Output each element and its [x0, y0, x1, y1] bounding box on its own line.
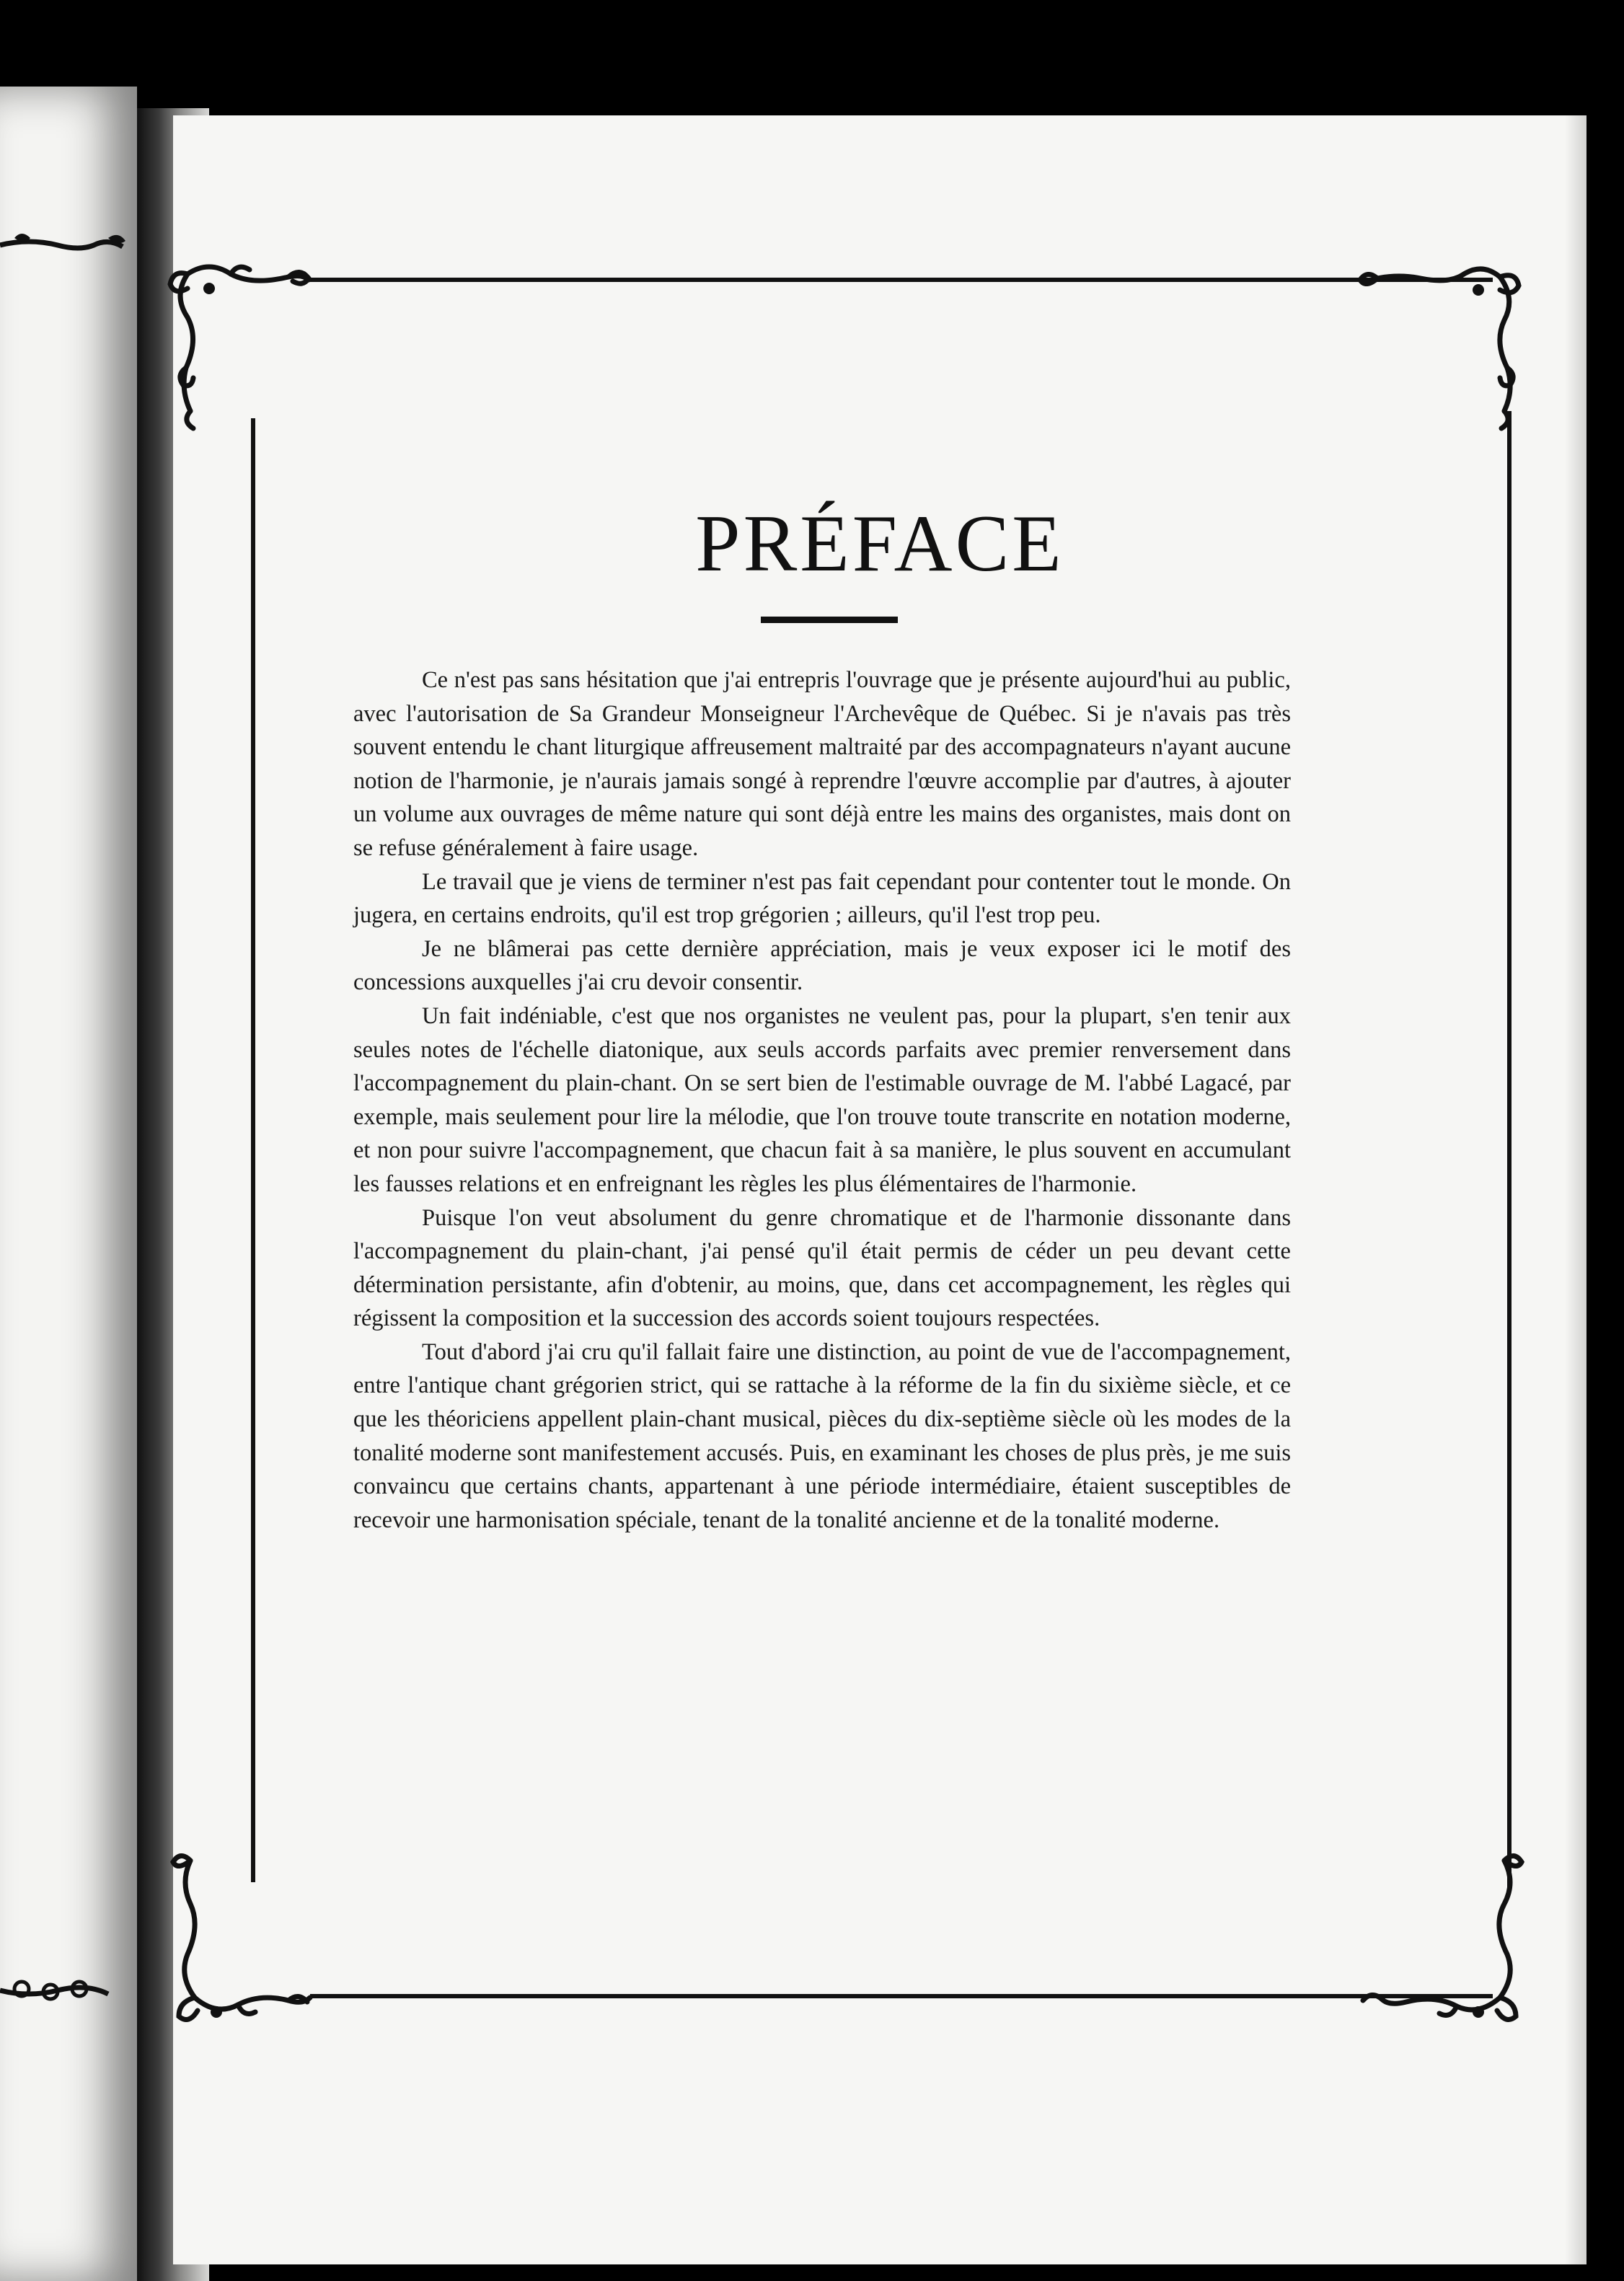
- corner-ornament-top-left-icon: [144, 245, 332, 440]
- title-underline-rule: [761, 617, 898, 623]
- frame-left-border: [251, 418, 255, 1882]
- corner-ornament-top-right-icon: [1356, 245, 1543, 440]
- paragraph-4: Un fait indéniable, c'est que nos organistes ne veulent pas, pour la plupart, s'en tenir aux seules notes de l'échelle diatonique, aux seuls accords parfaits avec premier renversement dans l'accompagnement du plain-chant. On se sert bien de l'estimable ouvrage de M. l'abbé Lagacé, par exemple, mais seulement pour lire la mélodie, que l'on trouve toute transcrite en notation moderne, et non pour suivre l'accompagnement, que chacun fait à sa manière, le plus souvent en accumulant les fausses relations et en enfreignant les règles les plus élémentaires de l'harmonie.: [353, 1002, 1291, 1197]
- frame-top-border: [310, 278, 1493, 282]
- page-title: PRÉFACE: [695, 499, 1064, 588]
- preface-page: [173, 115, 1587, 2264]
- frame-right-border: [1507, 411, 1512, 1889]
- paragraph-6: Tout d'abord j'ai cru qu'il fallait faire une distinction, au point de vue de l'accompagnement, entre l'antique chant grégorien strict, qui se rattache à la réforme de la fin du sixième siècle, et ce que les théoriciens appellent plain-chant musical, pièces du dix-septième siècle où les modes de la tonalité moderne sont manifestement accusés. Puis, en examinant les choses de plus près, je me suis convaincu que certains chants, appartenant à une période intermédiaire, étaient susceptibles de recevoir une harmonisation spéciale, tenant de la tonalité ancienne et de la tonalité moderne.: [353, 1338, 1291, 1533]
- paragraph-2: Le travail que je viens de terminer n'est pas fait cependant pour contenter tout le monde. On jugera, en certains endroits, qu'il est trop grégorien ; ailleurs, qu'il l'est trop peu.: [353, 868, 1291, 929]
- paragraph-1: Ce n'est pas sans hésitation que j'ai entrepris l'ouvrage que je présente aujourd'hui au public, avec l'autorisation de Sa Grandeur Monseigneur l'Archevêque de Québec. Si je n'avais pas très souvent entendu le chant liturgique affreusement maltraité par des accompagnateurs n'ayant aucune notion de l'harmonie, je n'aurais jamais songé à reprendre l'œuvre accomplie par d'autres, à ajouter un volume aux ouvrages de même nature qui sont déjà entre les mains des organistes, mais dont on se refuse généralement à faire usage.: [353, 667, 1291, 861]
- page-shadow: [1565, 115, 1587, 2264]
- corner-ornament-bottom-left-icon: [144, 1846, 332, 2062]
- left-page-ornament-top-icon: [0, 216, 137, 317]
- preface-body: [353, 663, 1291, 1537]
- paragraph-5: Puisque l'on veut absolument du genre chromatique et de l'harmonie dissonante dans l'accompagnement du plain-chant, j'ai pensé qu'il était permis de céder un peu devant cette détermination persistante, afin d'obtenir, au moins, que, dans cet accompagnement, les règles qui régissent la composition et la succession des accords soient toujours respectées.: [353, 1204, 1291, 1332]
- frame-bottom-border: [310, 1994, 1493, 1998]
- left-page-ornament-bottom-icon: [0, 1904, 137, 2019]
- corner-ornament-bottom-right-icon: [1356, 1846, 1543, 2062]
- paragraph-3: Je ne blâmerai pas cette dernière appréciation, mais je veux exposer ici le motif des concessions auxquelles j'ai cru devoir consentir.: [353, 935, 1291, 996]
- left-page-edge: [0, 87, 137, 2281]
